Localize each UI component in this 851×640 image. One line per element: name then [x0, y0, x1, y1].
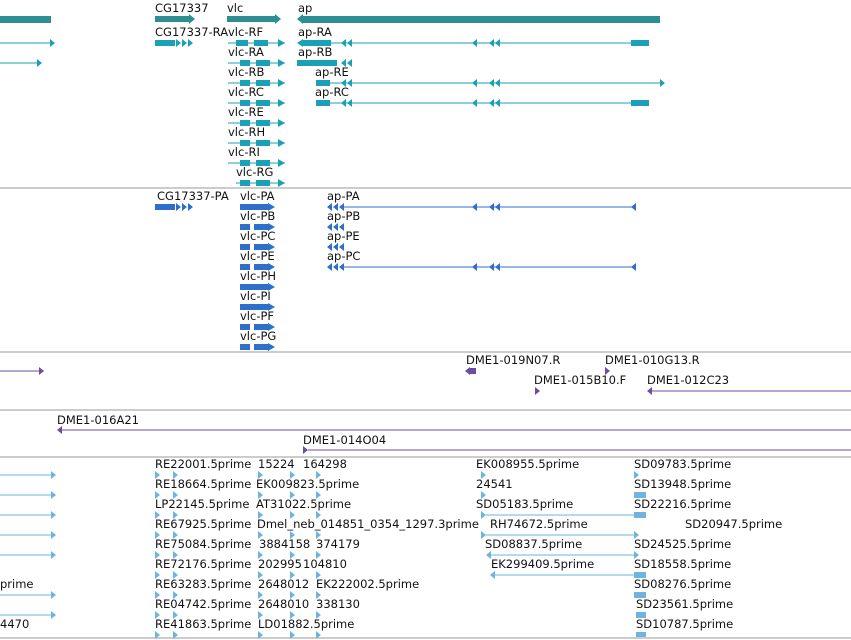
clone-label[interactable]: DME1-016A21 [57, 413, 139, 427]
protein-label[interactable]: vlc-PE [240, 249, 275, 263]
transcript-label[interactable]: ap-RB [298, 45, 333, 59]
est-label[interactable]: 4470 [0, 617, 30, 631]
gene-label[interactable]: CG17337 [155, 1, 209, 15]
est-label[interactable]: RE72176.5prime [155, 557, 252, 571]
est-feature[interactable] [0, 491, 56, 499]
protein-label[interactable]: ap-PB [327, 209, 361, 223]
est-label[interactable]: SD20947.5prime [685, 517, 783, 531]
protein-label[interactable]: vlc-PC [240, 229, 276, 243]
est-label[interactable]: RE63283.5prime [155, 577, 252, 591]
est-label[interactable]: EK008955.5prime [476, 457, 580, 471]
est-label[interactable]: 15224 [258, 457, 295, 471]
clone-feature[interactable] [535, 387, 540, 395]
est-label[interactable]: SD10787.5prime [636, 617, 734, 631]
transcript-label[interactable]: vlc-RI [228, 145, 260, 159]
clone-feature[interactable] [647, 387, 851, 395]
transcript-label[interactable]: vlc-RA [228, 45, 264, 59]
est-label[interactable]: AT31022.5prime [256, 497, 352, 511]
transcript-label[interactable]: vlc-RG [236, 165, 274, 179]
transcript-label[interactable]: vlc-RF [228, 25, 264, 39]
est-label[interactable]: 3884158 [259, 537, 311, 551]
est-label[interactable]: RE04742.5prime [155, 597, 252, 611]
protein-label[interactable]: ap-PC [327, 249, 361, 263]
est-label[interactable]: EK009823.5prime [256, 477, 360, 491]
protein-feature[interactable] [327, 263, 636, 271]
transcript-feature[interactable] [297, 39, 649, 47]
est-label[interactable]: RH74672.5prime [490, 517, 588, 531]
clone-feature[interactable] [57, 426, 851, 434]
protein-feature[interactable] [155, 203, 193, 211]
est-label[interactable]: RE41863.5prime [155, 617, 252, 631]
clone-label[interactable]: DME1-015B10.F [534, 373, 627, 387]
transcript-label[interactable]: vlc-RB [228, 65, 265, 79]
transcript-feature[interactable] [316, 79, 665, 87]
est-label[interactable]: SD05183.5prime [476, 497, 574, 511]
protein-label[interactable]: vlc-PB [240, 209, 276, 223]
protein-feature[interactable] [327, 203, 636, 211]
transcript-label[interactable]: ap-RE [315, 65, 349, 79]
est-label[interactable]: LP22145.5prime [155, 497, 250, 511]
clone-feature[interactable] [0, 367, 44, 375]
transcript-label[interactable]: ap-RA [298, 25, 332, 39]
est-label[interactable]: SD08276.5prime [634, 577, 732, 591]
est-label[interactable]: SD23561.5prime [636, 597, 734, 611]
transcript-label[interactable]: vlc-RC [228, 85, 264, 99]
protein-feature[interactable] [240, 343, 275, 351]
est-label[interactable]: Dmel_neb_014851_0354_1297.3prime [257, 517, 479, 531]
transcript-feature[interactable] [0, 59, 42, 67]
est-label[interactable]: RE75084.5prime [155, 537, 252, 551]
est-label[interactable]: RE22001.5prime [155, 457, 252, 471]
clone-label[interactable]: DME1-010G13.R [605, 353, 700, 367]
transcript-feature[interactable] [236, 179, 285, 187]
est-label[interactable]: RE18664.5prime [155, 477, 252, 491]
protein-label[interactable]: ap-PA [327, 189, 360, 203]
gene-feature[interactable] [155, 14, 195, 24]
gene-feature[interactable] [0, 16, 51, 23]
transcript-feature[interactable] [155, 39, 193, 47]
est-label[interactable]: SD13948.5prime [634, 477, 732, 491]
gene-label[interactable]: ap [298, 1, 313, 15]
transcript-label[interactable]: ap-RC [315, 85, 349, 99]
est-label[interactable]: 104810 [303, 557, 347, 571]
est-label[interactable]: EK222002.5prime [316, 577, 420, 591]
transcript-label[interactable]: CG17337-RA [155, 25, 229, 39]
est-label[interactable]: SD24525.5prime [634, 537, 732, 551]
clone-label[interactable]: DME1-012C23 [647, 373, 730, 387]
est-feature[interactable] [0, 531, 56, 539]
est-label[interactable]: 338130 [316, 597, 360, 611]
protein-label[interactable]: vlc-PF [240, 309, 275, 323]
est-feature[interactable] [0, 551, 56, 559]
est-label[interactable]: 374179 [316, 537, 360, 551]
est-label[interactable]: SD22216.5prime [634, 497, 732, 511]
est-feature[interactable] [0, 591, 56, 599]
est-feature[interactable] [0, 471, 56, 479]
transcript-label[interactable]: vlc-RE [228, 105, 264, 119]
transcript-label[interactable]: vlc-RH [228, 125, 266, 139]
protein-label[interactable]: vlc-PG [240, 329, 277, 343]
est-label[interactable]: RE67925.5prime [155, 517, 252, 531]
est-label[interactable]: prime [0, 577, 34, 591]
est-label[interactable]: 24541 [476, 477, 513, 491]
est-label[interactable]: SD09783.5prime [634, 457, 732, 471]
est-label[interactable]: EK299409.5prime [491, 557, 595, 571]
est-label[interactable]: 2648010 [258, 597, 310, 611]
clone-feature[interactable] [465, 367, 476, 375]
gene-label[interactable]: vlc [227, 1, 244, 15]
est-label[interactable]: 2648012 [258, 577, 310, 591]
protein-label[interactable]: vlc-PI [240, 289, 271, 303]
est-label[interactable]: 202995 [258, 557, 302, 571]
protein-label[interactable]: ap-PE [327, 229, 360, 243]
est-label[interactable]: SD18558.5prime [634, 557, 732, 571]
transcript-feature[interactable] [0, 39, 55, 47]
clone-feature[interactable] [303, 446, 851, 454]
protein-label[interactable]: vlc-PA [240, 189, 275, 203]
protein-label[interactable]: vlc-PH [240, 269, 277, 283]
clone-label[interactable]: DME1-014O04 [303, 433, 387, 447]
gene-feature[interactable] [227, 14, 281, 24]
est-feature[interactable] [0, 511, 56, 519]
protein-label[interactable]: CG17337-PA [157, 189, 229, 203]
est-label[interactable]: 164298 [303, 457, 347, 471]
clone-label[interactable]: DME1-019N07.R [466, 353, 561, 367]
est-label[interactable]: SD08837.5prime [485, 537, 583, 551]
transcript-feature[interactable] [316, 99, 649, 107]
est-label[interactable]: LD01882.5prime [258, 617, 355, 631]
gene-feature[interactable] [297, 14, 660, 24]
